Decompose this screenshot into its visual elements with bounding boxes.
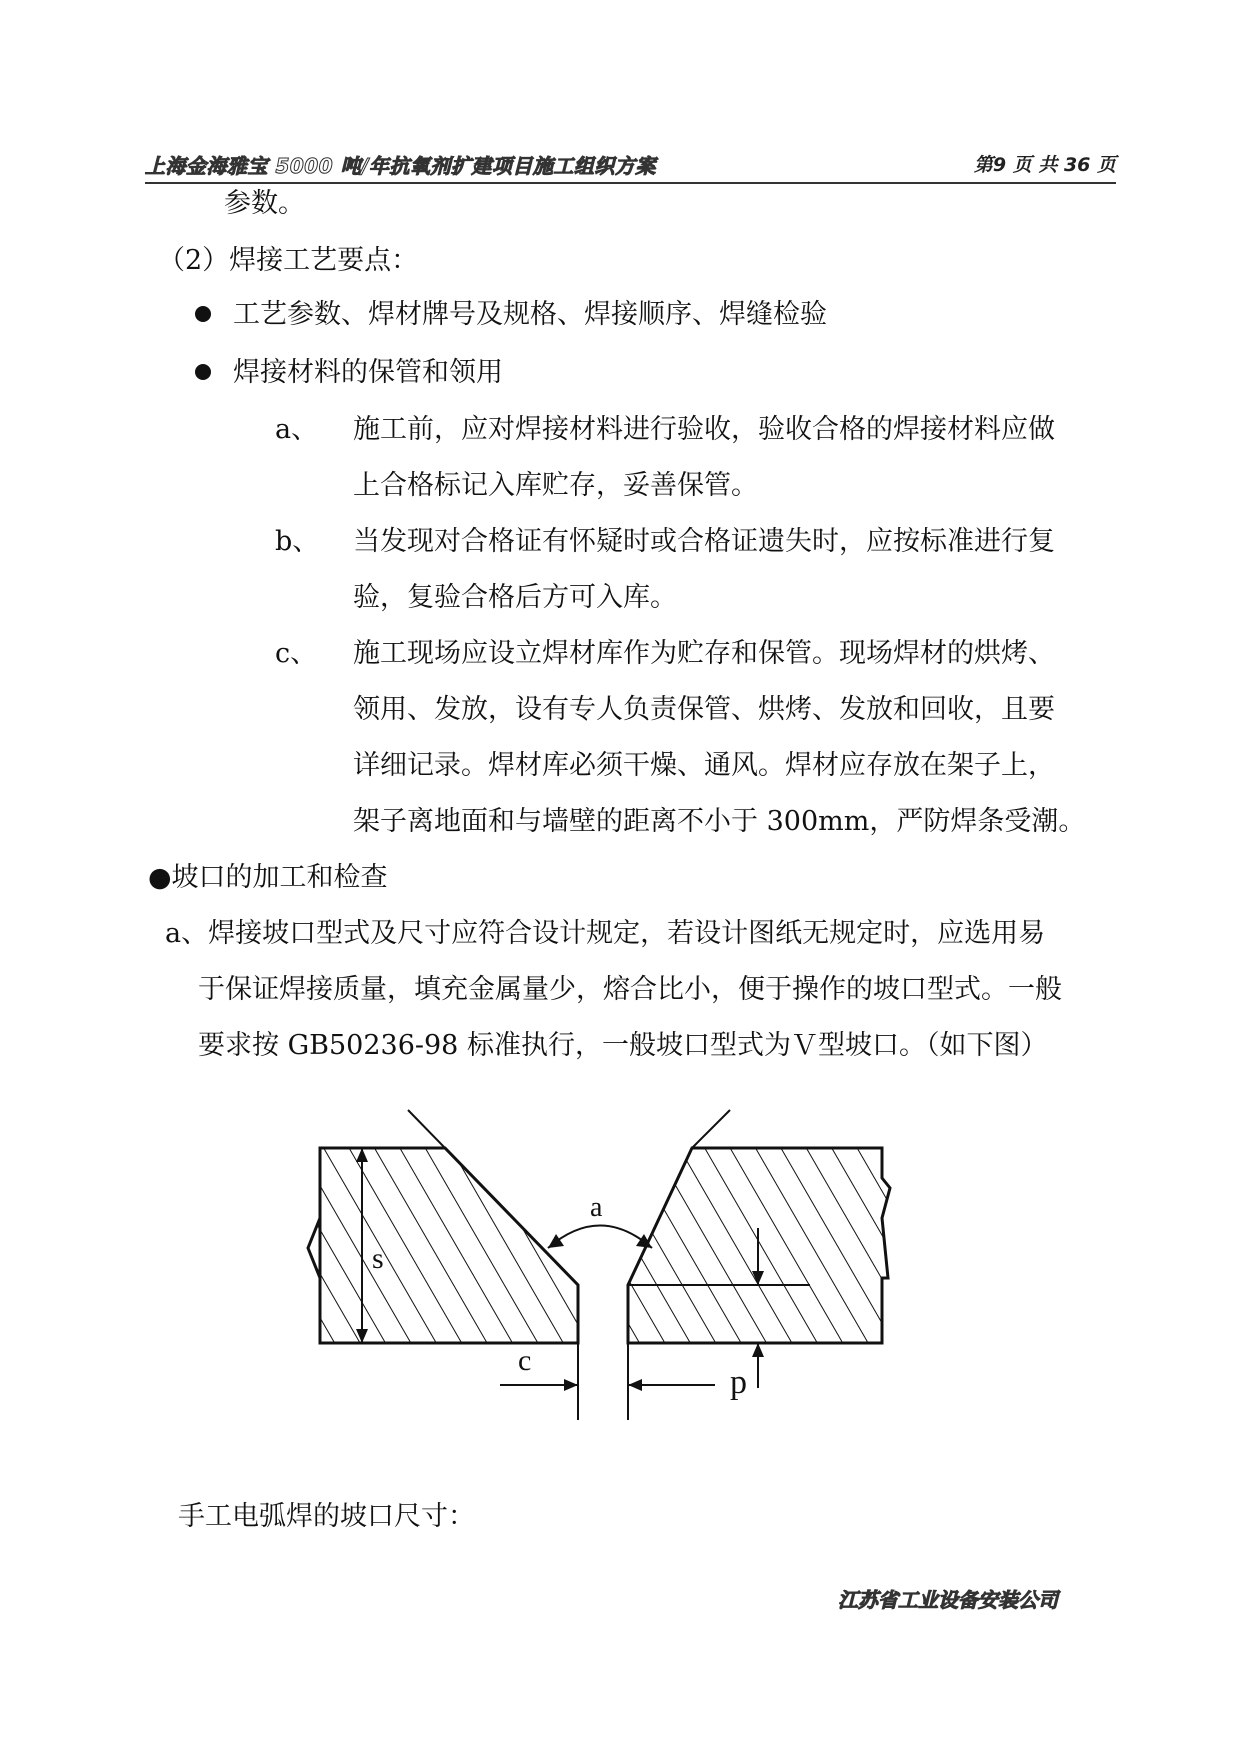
bullet-item-2: 焊接材料的保管和领用	[233, 357, 503, 388]
item-b-text-2: 验，复验合格后方可入库。	[353, 582, 677, 613]
bullet-item-1: 工艺参数、焊材牌号及规格、焊接顺序、焊缝检验	[233, 299, 827, 330]
v-groove-diagram	[300, 1108, 920, 1438]
arrow-up-icon	[752, 1343, 764, 1357]
label-p: p	[730, 1364, 747, 1401]
continued-text: 参数。	[224, 188, 305, 219]
label-s: s	[372, 1242, 384, 1275]
bullet-dot	[195, 306, 211, 322]
section-heading-2: （2）焊接工艺要点：	[158, 245, 419, 276]
bevel-extension-left	[408, 1110, 445, 1148]
manual-arc-heading: 手工电弧焊的坡口尺寸：	[178, 1501, 475, 1532]
item-a-text-2: 上合格标记入库贮存，妥善保管。	[353, 470, 758, 501]
label-c: c	[518, 1344, 532, 1377]
item-b-marker: b、	[275, 526, 320, 557]
arrow-left-icon	[628, 1379, 642, 1391]
item-c-text-2: 领用、发放，设有专人负责保管、烘烤、发放和回收，且要	[353, 694, 1055, 725]
item-a-text-1: 施工前，应对焊接材料进行验收，验收合格的焊接材料应做	[353, 414, 1055, 445]
arrow-left-icon	[548, 1234, 564, 1248]
groove-a-text-2: 于保证焊接质量，填充金属量少，熔合比小，便于操作的坡口型式。一般	[198, 974, 1062, 1005]
groove-heading: ●坡口的加工和检查	[148, 862, 388, 893]
item-c-marker: c、	[275, 638, 318, 669]
footer-company: 江苏省工业设备安装公司	[838, 1588, 1058, 1612]
page-header	[145, 148, 1116, 184]
bullet-dot	[195, 364, 211, 380]
header-title: 上海金海雅宝 5000 吨/年抗氧剂扩建项目施工组织方案	[145, 154, 656, 178]
left-plate	[308, 1148, 578, 1343]
label-a: a	[590, 1192, 603, 1223]
groove-a-text-1: a、焊接坡口型式及尺寸应符合设计规定，若设计图纸无规定时，应选用易	[165, 918, 1046, 949]
item-b-text-1: 当发现对合格证有怀疑时或合格证遗失时，应按标准进行复	[353, 526, 1055, 557]
arrow-right-icon	[564, 1379, 578, 1391]
item-c-text-4: 架子离地面和与墙壁的距离不小于 300mm，严防焊条受潮。	[353, 806, 1086, 837]
groove-a-text-3: 要求按 GB50236-98 标准执行，一般坡口型式为Ｖ型坡口。（如下图）	[198, 1030, 1048, 1061]
bevel-extension-right	[692, 1110, 730, 1148]
item-a-marker: a、	[275, 414, 319, 445]
header-page-number: 第9 页 共 36 页	[973, 154, 1116, 176]
item-c-text-3: 详细记录。焊材库必须干燥、通风。焊材应存放在架子上，	[353, 750, 1055, 781]
item-c-text-1: 施工现场应设立焊材库作为贮存和保管。现场焊材的烘烤、	[353, 638, 1055, 669]
angle-arc	[548, 1226, 652, 1249]
